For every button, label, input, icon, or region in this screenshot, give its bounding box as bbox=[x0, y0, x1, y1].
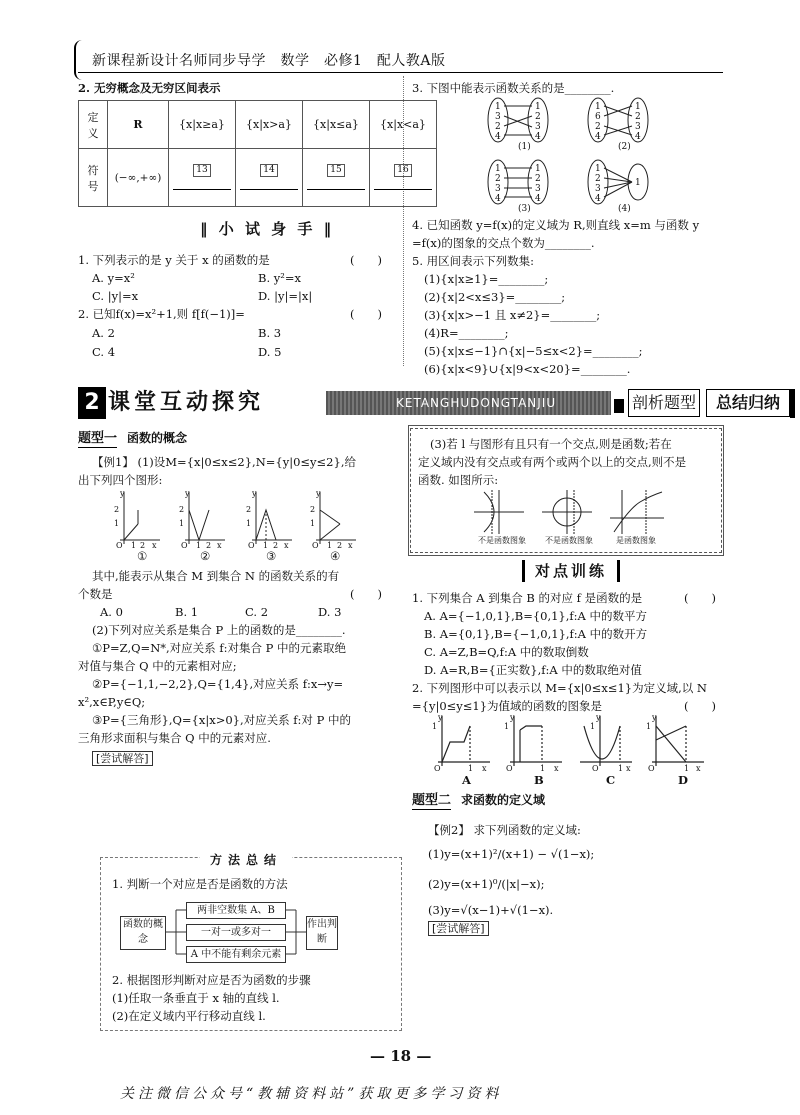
method-summary-title: 方法总结 bbox=[200, 851, 292, 868]
header-bracket bbox=[74, 40, 84, 80]
svg-text:O: O bbox=[506, 764, 513, 773]
flow-box-no-remainder: A 中不能有剩余元素 bbox=[186, 946, 286, 963]
method-flowchart bbox=[112, 898, 392, 966]
ex2-item: (2)y=(x+1)⁰/(|x|−x); bbox=[428, 877, 545, 891]
method-p2: 2. 根据图形判断对应是否为函数的步骤 bbox=[112, 973, 311, 987]
svg-text:4: 4 bbox=[495, 132, 501, 142]
t2-graph-a bbox=[438, 716, 490, 766]
svg-text:y: y bbox=[185, 489, 190, 498]
ex1-option: B. 1 bbox=[175, 605, 199, 619]
ex1-after: 其中,能表示从集合 M 到集合 N 的函数关系的有 bbox=[92, 569, 340, 583]
t2-graph-label: A bbox=[462, 773, 471, 787]
svg-text:O: O bbox=[592, 764, 599, 773]
svg-text:2: 2 bbox=[595, 122, 601, 132]
svg-text:3: 3 bbox=[535, 184, 541, 194]
t1-option: D. A=R,B={正实数},f:A 中的数取绝对值 bbox=[424, 663, 642, 677]
section-title: 课堂互动探究 bbox=[108, 390, 265, 415]
svg-text:1: 1 bbox=[535, 102, 541, 112]
vlt-graph-2 bbox=[542, 490, 592, 534]
q5-item: (1){x|x≥1}=________; bbox=[424, 272, 549, 286]
svg-text:1: 1 bbox=[468, 764, 474, 773]
svg-text:4: 4 bbox=[595, 194, 601, 204]
svg-text:2: 2 bbox=[310, 505, 316, 514]
page-header-title: 新课程新设计名师同步导学 数学 必修1 配人教A版 bbox=[92, 53, 446, 69]
vlt-caption: 不是函数图象 bbox=[478, 536, 526, 545]
q2-stem: 2. 已知f(x)=x²+1,则 f[f(−1)]= bbox=[78, 307, 245, 321]
flow-box-concept: 函数的概念 bbox=[120, 916, 166, 950]
q5-item: (6){x|x<9}∪{x|9<x<20}=________. bbox=[424, 362, 631, 376]
table-cell: R bbox=[108, 101, 169, 149]
table-cell: {x|x<a} bbox=[370, 101, 437, 149]
ex1-option: C. 2 bbox=[245, 605, 269, 619]
t2-graph-b bbox=[510, 716, 562, 766]
svg-text:y: y bbox=[252, 489, 257, 498]
svg-text:4: 4 bbox=[635, 132, 641, 142]
t2-graphs bbox=[430, 712, 720, 774]
svg-text:x: x bbox=[217, 541, 222, 550]
table-cell: (−∞,+∞) bbox=[108, 149, 169, 207]
svg-text:O: O bbox=[434, 764, 441, 773]
svg-text:2: 2 bbox=[635, 112, 641, 122]
svg-text:O: O bbox=[248, 541, 255, 550]
note-line: 定义域内没有交点或有两个或两个以上的交点,则不是 bbox=[418, 455, 687, 469]
q1-option-b: B. y²=x bbox=[258, 271, 301, 285]
method-p4: (2)在定义域内平行移动直线 l. bbox=[112, 1009, 266, 1023]
graph-label: ② bbox=[200, 549, 211, 563]
svg-text:1: 1 bbox=[131, 541, 137, 550]
q1-option-a: A. y=x² bbox=[92, 271, 135, 285]
svg-text:1: 1 bbox=[684, 764, 690, 773]
svg-text:1: 1 bbox=[196, 541, 202, 550]
svg-text:4: 4 bbox=[595, 132, 601, 142]
t2-graph-label: B bbox=[534, 773, 544, 787]
svg-text:1: 1 bbox=[179, 519, 185, 528]
t2-line1: 2. 下列图形中可以表示以 M={x|0≤x≤1}为定义域,以 N bbox=[412, 681, 707, 695]
t2-graph-label: D bbox=[678, 773, 688, 787]
graph-label: ① bbox=[137, 549, 148, 563]
note-line: (3)若 l 与图形有且只有一个交点,则是函数;若在 bbox=[430, 437, 672, 451]
diagram-label: (3) bbox=[518, 204, 531, 214]
small-test-title: ‖ 小 试 身 手 ‖ bbox=[200, 220, 335, 238]
graph-1 bbox=[120, 492, 160, 544]
q5-stem: 5. 用区间表示下列数集: bbox=[412, 254, 535, 268]
point-training-title: 对点训练 bbox=[522, 560, 620, 582]
section-pinyin: KETANGHUDONGTANJIU bbox=[326, 391, 611, 415]
svg-text:1: 1 bbox=[646, 722, 652, 731]
qtype2-heading bbox=[412, 792, 545, 809]
svg-text:2: 2 bbox=[206, 541, 212, 550]
section-number: 2 bbox=[78, 387, 106, 419]
svg-text:x: x bbox=[348, 541, 353, 550]
graph-4 bbox=[316, 492, 356, 544]
svg-text:3: 3 bbox=[495, 112, 501, 122]
t1-option: A. A={−1,0,1},B={0,1},f:A 中的数平方 bbox=[424, 609, 647, 623]
diagram-label: (2) bbox=[618, 142, 631, 152]
ex1-part2: x²,x∈P,y∈Q; bbox=[78, 695, 146, 709]
ex2-stem: 【例2】 求下列函数的定义域: bbox=[428, 823, 581, 837]
svg-text:3: 3 bbox=[635, 122, 641, 132]
section-heading-infinity: 2. 无穷概念及无穷区间表示 bbox=[78, 81, 221, 95]
svg-text:O: O bbox=[116, 541, 123, 550]
ex1-paren: ( ) bbox=[350, 587, 382, 601]
svg-text:1: 1 bbox=[432, 722, 438, 731]
svg-text:3: 3 bbox=[535, 122, 541, 132]
qtype2-name: 求函数的定义域 bbox=[461, 793, 546, 807]
vlt-caption: 是函数图象 bbox=[616, 536, 656, 545]
table-cell-blank: 15 bbox=[303, 149, 370, 207]
qtype1-name: 函数的概念 bbox=[127, 431, 188, 445]
q2-option-d: D. 5 bbox=[258, 345, 282, 359]
q2-paren: ( ) bbox=[350, 307, 382, 321]
svg-text:1: 1 bbox=[310, 519, 316, 528]
ex1-line: 【例1】 (1)设M={x|0≤x≤2},N={y|0≤y≤2},给 bbox=[92, 455, 356, 469]
svg-text:2: 2 bbox=[535, 174, 541, 184]
ex1-part2: ③P={三角形},Q={x|x>0},对应关系 f:对 P 中的 bbox=[92, 713, 351, 727]
t1-option: C. A=Z,B=Q,f:A 中的数取倒数 bbox=[424, 645, 589, 659]
q5-item: (5){x|x≤−1}∩{x|−5≤x<2}=________; bbox=[424, 344, 643, 358]
t1-stem: 1. 下列集合 A 到集合 B 的对应 f 是函数的是 bbox=[412, 591, 643, 605]
method-p1: 1. 判断一个对应是否是函数的方法 bbox=[112, 877, 288, 891]
graph-3 bbox=[252, 492, 292, 544]
t1-paren: ( ) bbox=[684, 591, 716, 605]
q2-option-c: C. 4 bbox=[92, 345, 116, 359]
t1-option: B. A={0,1},B={−1,0,1},f:A 中的数开方 bbox=[424, 627, 648, 641]
ex1-option: D. 3 bbox=[318, 605, 342, 619]
svg-text:1: 1 bbox=[504, 722, 510, 731]
svg-text:x: x bbox=[554, 764, 559, 773]
q1-option-c: C. |y|=x bbox=[92, 289, 139, 303]
table-cell-blank: 16 bbox=[370, 149, 437, 207]
vlt-caption: 不是函数图象 bbox=[545, 536, 593, 545]
svg-text:O: O bbox=[181, 541, 188, 550]
svg-text:x: x bbox=[152, 541, 157, 550]
svg-text:1: 1 bbox=[618, 764, 624, 773]
svg-text:1: 1 bbox=[263, 541, 269, 550]
tag-analysis: 剖析题型 bbox=[628, 389, 700, 417]
svg-text:x: x bbox=[696, 764, 701, 773]
table-cell-blank: 13 bbox=[169, 149, 236, 207]
svg-text:4: 4 bbox=[535, 132, 541, 142]
svg-text:O: O bbox=[648, 764, 655, 773]
q4-line2: =f(x)的图象的交点个数为________. bbox=[412, 236, 595, 250]
svg-text:y: y bbox=[438, 713, 443, 722]
ex1-line: 出下列四个图形: bbox=[78, 473, 163, 487]
table-row-label: 符号 bbox=[79, 149, 108, 207]
svg-text:y: y bbox=[120, 489, 125, 498]
svg-text:2: 2 bbox=[495, 122, 501, 132]
ex1-after: 个数是 bbox=[78, 587, 113, 601]
table-cell: {x|x≥a} bbox=[169, 101, 236, 149]
svg-text:2: 2 bbox=[595, 174, 601, 184]
svg-text:6: 6 bbox=[595, 112, 601, 122]
svg-text:1: 1 bbox=[495, 102, 501, 112]
infinity-table bbox=[78, 100, 437, 207]
svg-text:2: 2 bbox=[140, 541, 146, 550]
footer-note: 关注微信公众号“教辅资料站”获取更多学习资料 bbox=[120, 1086, 503, 1102]
mapping-diagrams bbox=[480, 96, 660, 214]
svg-text:2: 2 bbox=[179, 505, 185, 514]
svg-text:y: y bbox=[316, 489, 321, 498]
table-cell-blank: 14 bbox=[236, 149, 303, 207]
qtype2-label: 题型二 bbox=[412, 793, 452, 808]
t2-line2: ={y|0≤y≤1}为值域的函数的图象是 bbox=[412, 699, 603, 713]
svg-text:2: 2 bbox=[337, 541, 343, 550]
q5-item: (3){x|x>−1 且 x≠2}=________; bbox=[424, 308, 601, 322]
q3-stem: 3. 下图中能表示函数关系的是________. bbox=[412, 81, 615, 95]
svg-text:4: 4 bbox=[495, 194, 501, 204]
graph-2 bbox=[185, 492, 225, 544]
svg-text:1: 1 bbox=[246, 519, 252, 528]
svg-text:2: 2 bbox=[246, 505, 252, 514]
ex1-part2: 对值与集合 Q 中的元素相对应; bbox=[78, 659, 237, 673]
diagram-label: (4) bbox=[618, 204, 631, 214]
header-rule bbox=[78, 72, 723, 73]
diagram-label: (1) bbox=[518, 142, 531, 152]
vlt-graph-3 bbox=[610, 490, 664, 534]
q1-paren: ( ) bbox=[350, 253, 382, 267]
svg-text:y: y bbox=[596, 713, 601, 722]
ex1-part2: ②P={−1,1,−2,2},Q={1,4},对应关系 f:x→y= bbox=[92, 677, 344, 691]
q5-item: (2){x|2<x≤3}=________; bbox=[424, 290, 566, 304]
ex2-item: (3)y=√(x−1)+√(1−x). bbox=[428, 903, 554, 917]
svg-text:y: y bbox=[510, 713, 515, 722]
svg-text:2: 2 bbox=[273, 541, 279, 550]
tag-summary: 总结归纳 bbox=[706, 389, 790, 417]
svg-text:1: 1 bbox=[327, 541, 333, 550]
svg-text:x: x bbox=[482, 764, 487, 773]
svg-text:x: x bbox=[284, 541, 289, 550]
table-cell: {x|x>a} bbox=[236, 101, 303, 149]
q5-item: (4)R=________; bbox=[424, 326, 509, 340]
svg-text:1: 1 bbox=[590, 722, 596, 731]
ex1-part2: (2)下列对应关系是集合 P 上的函数的是________. bbox=[92, 623, 346, 637]
band-end-bar bbox=[790, 389, 795, 418]
svg-text:x: x bbox=[626, 764, 631, 773]
svg-text:1: 1 bbox=[595, 164, 601, 174]
svg-text:1: 1 bbox=[114, 519, 120, 528]
vlt-graph-1 bbox=[474, 490, 524, 534]
vertical-line-test-graphs bbox=[470, 488, 670, 536]
q1-stem: 1. 下列表示的是 y 关于 x 的函数的是 bbox=[78, 253, 270, 267]
qtype1-label: 题型一 bbox=[78, 431, 118, 446]
svg-text:1: 1 bbox=[495, 164, 501, 174]
svg-text:2: 2 bbox=[114, 505, 120, 514]
section-band bbox=[78, 387, 780, 419]
ex1-option: A. 0 bbox=[100, 605, 123, 619]
try-answer-1: [尝试解答] bbox=[92, 750, 153, 767]
t2-paren: ( ) bbox=[684, 699, 716, 713]
q2-option-a: A. 2 bbox=[92, 326, 115, 340]
try-answer-2: [尝试解答] bbox=[428, 920, 489, 937]
band-square bbox=[614, 399, 624, 413]
t2-graph-label: C bbox=[606, 773, 616, 787]
table-cell: {x|x≤a} bbox=[303, 101, 370, 149]
svg-text:1: 1 bbox=[540, 764, 546, 773]
flow-box-sets: 两非空数集 A、B bbox=[186, 902, 286, 919]
svg-text:4: 4 bbox=[535, 194, 541, 204]
ex1-part2: ①P=Z,Q=N*,对应关系 f:对集合 P 中的元素取绝 bbox=[92, 641, 346, 655]
svg-text:1: 1 bbox=[535, 164, 541, 174]
svg-text:3: 3 bbox=[595, 184, 601, 194]
ex1-part2: 三角形求面积与集合 Q 中的元素对应. bbox=[78, 731, 271, 745]
graph-label: ④ bbox=[330, 549, 341, 563]
svg-text:2: 2 bbox=[535, 112, 541, 122]
q1-option-d: D. |y|=|x| bbox=[258, 289, 313, 303]
ex2-item: (1)y=(x+1)²/(x+1) − √(1−x); bbox=[428, 847, 595, 861]
flow-box-mapping: 一对一或多对一 bbox=[186, 924, 286, 941]
method-p3: (1)任取一条垂直于 x 轴的直线 l. bbox=[112, 991, 280, 1005]
t2-graph-c bbox=[580, 716, 632, 766]
note-line: 函数. 如图所示: bbox=[418, 473, 499, 487]
flow-box-judge: 作出判断 bbox=[306, 916, 338, 950]
svg-text:2: 2 bbox=[495, 174, 501, 184]
t2-graph-d bbox=[652, 716, 704, 766]
q2-option-b: B. 3 bbox=[258, 326, 282, 340]
page-number: — 18 — bbox=[370, 1047, 432, 1065]
q4-line1: 4. 已知函数 y=f(x)的定义域为 R,则直线 x=m 与函数 y bbox=[412, 218, 700, 232]
svg-text:1: 1 bbox=[595, 102, 601, 112]
svg-text:y: y bbox=[652, 713, 657, 722]
svg-text:3: 3 bbox=[495, 184, 501, 194]
qtype1-heading bbox=[78, 430, 187, 447]
table-row-label: 定义 bbox=[79, 101, 108, 149]
svg-text:O: O bbox=[312, 541, 319, 550]
svg-text:1: 1 bbox=[635, 178, 641, 188]
graph-label: ③ bbox=[266, 549, 277, 563]
svg-text:1: 1 bbox=[635, 102, 641, 112]
